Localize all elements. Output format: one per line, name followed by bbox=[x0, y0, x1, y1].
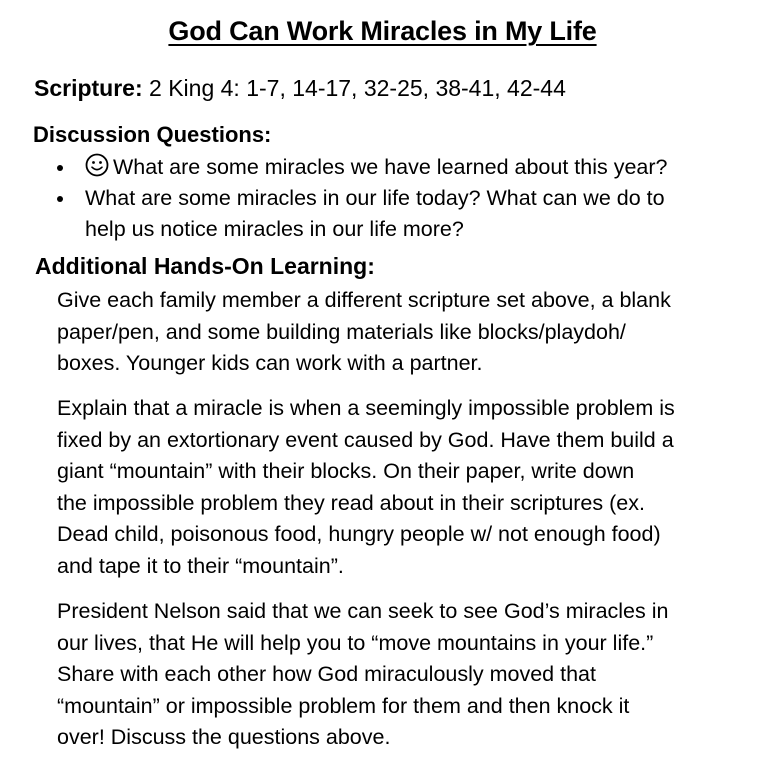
scripture-line bbox=[34, 75, 566, 102]
paragraph-line: fixed by an extortionary event caused by God. Have them build a bbox=[57, 427, 674, 452]
paragraph-line: “mountain” or impossible problem for them and then knock it bbox=[57, 693, 630, 718]
hands-on-heading: Additional Hands-On Learning: bbox=[35, 253, 375, 279]
list-item bbox=[57, 152, 757, 183]
question-text-line: What are some miracles in our life today? What can we do to bbox=[85, 186, 665, 210]
paragraph-line: Give each family member a different scripture set above, a blank bbox=[57, 288, 671, 312]
discussion-question-list bbox=[57, 152, 757, 245]
paragraph-line: our lives, that He will help you to “move mountains in your life.” bbox=[57, 630, 654, 655]
paragraph-line: paper/pen, and some building materials like blocks/playdoh/ bbox=[57, 319, 626, 344]
paragraph-line: Share with each other how God miraculously moved that bbox=[57, 662, 596, 686]
page-title: God Can Work Miracles in My Life bbox=[168, 16, 597, 46]
paragraph-line: the impossible problem they read about in their scriptures (ex. bbox=[57, 490, 645, 515]
hands-on-paragraph-3 bbox=[57, 596, 757, 754]
paragraph-line: over! Discuss the questions above. bbox=[57, 725, 391, 749]
list-item bbox=[57, 183, 757, 245]
paragraph-line: boxes. Younger kids can work with a partner. bbox=[57, 351, 483, 375]
paragraph-line: and tape it to their “mountain”. bbox=[57, 553, 344, 578]
smiley-face-icon bbox=[85, 153, 109, 177]
paragraph-line: Dead child, poisonous food, hungry people w/ not enough food) bbox=[57, 522, 661, 546]
hands-on-paragraph-1 bbox=[57, 285, 757, 380]
paragraph-line: giant “mountain” with their blocks. On their paper, write down bbox=[57, 459, 635, 483]
discussion-heading: Discussion Questions: bbox=[33, 122, 272, 147]
paragraph-line: Explain that a miracle is when a seemingly impossible problem is bbox=[57, 396, 675, 420]
bullet-icon bbox=[57, 196, 63, 202]
paragraph-line: President Nelson said that we can seek to see God’s miracles in bbox=[57, 599, 669, 623]
question-text-line: help us notice miracles in our life more? bbox=[85, 217, 464, 241]
bullet-icon bbox=[57, 165, 63, 171]
question-text-line: What are some miracles we have learned about this year? bbox=[113, 155, 668, 179]
scripture-label: Scripture: bbox=[34, 75, 143, 101]
hands-on-paragraph-2 bbox=[57, 393, 757, 582]
scripture-reference: 2 King 4: 1-7, 14-17, 32-25, 38-41, 42-44 bbox=[142, 75, 566, 101]
